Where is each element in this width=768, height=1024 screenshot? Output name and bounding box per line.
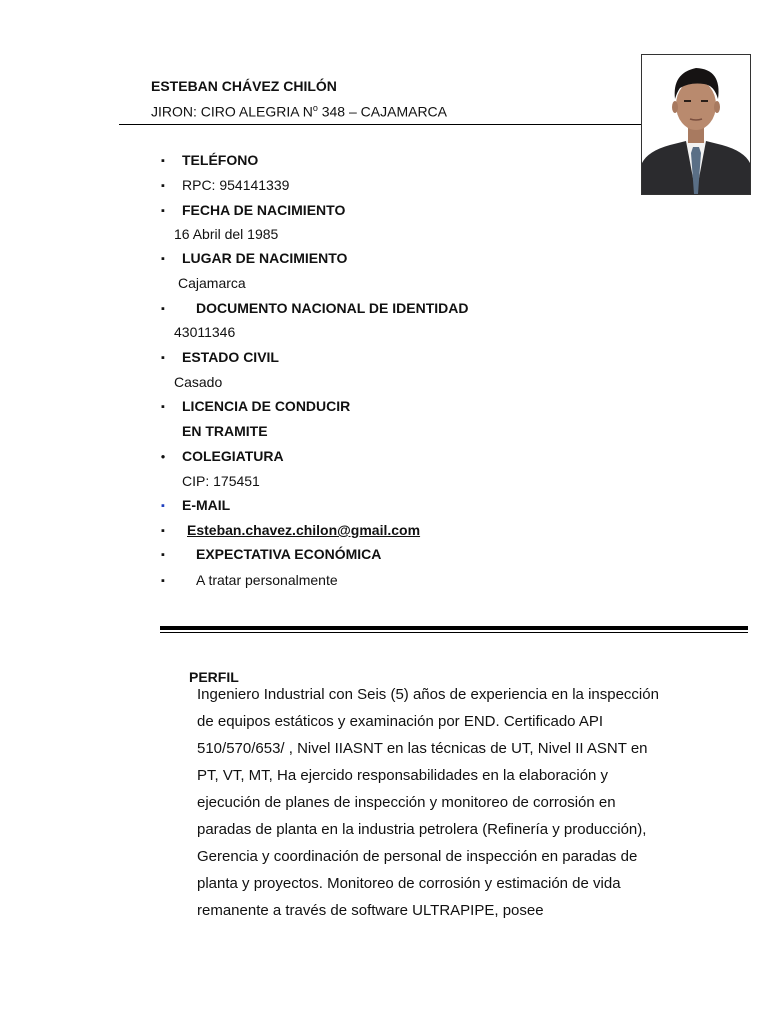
lugar-nacimiento-value: Cajamarca <box>178 275 246 291</box>
perfil-line: paradas de planta en la industria petrolera (Refinería y producción), <box>197 821 647 838</box>
address-suffix: 348 – CAJAMARCA <box>317 103 448 120</box>
email-label: E-MAIL <box>182 497 231 513</box>
estado-civil-label: ESTADO CIVIL <box>182 349 279 365</box>
telefono-value: RPC: 954141339 <box>182 177 290 193</box>
expectativa-label: EXPECTATIVA ECONÓMICA <box>196 546 382 562</box>
bullet-marker <box>159 156 167 167</box>
estado-civil-value: Casado <box>174 374 223 390</box>
fecha-nacimiento-value: 16 Abril del 1985 <box>174 226 279 242</box>
fecha-nacimiento-label: FECHA DE NACIMIENTO <box>182 202 346 218</box>
bullet-marker <box>159 526 167 537</box>
perfil-heading: PERFIL <box>189 669 239 685</box>
header-rule <box>119 124 642 125</box>
email-link[interactable]: Esteban.chavez.chilon@gmail.com <box>187 522 421 538</box>
bullet-marker <box>159 576 167 587</box>
bullet-marker <box>159 353 167 364</box>
perfil-line: remanente a través de software ULTRAPIPE, posee <box>197 902 544 919</box>
bullet-marker <box>159 550 167 561</box>
candidate-address <box>151 103 447 120</box>
licencia-value: EN TRAMITE <box>182 423 268 439</box>
perfil-line: planta y proyectos. Monitoreo de corrosión y estimación de vida <box>197 875 621 892</box>
section-divider-thin <box>160 632 748 633</box>
bullet-marker <box>159 402 167 413</box>
dni-value: 43011346 <box>174 324 236 340</box>
perfil-line: ejecución de planes de inspección y monitoreo de corrosión en <box>197 794 616 811</box>
perfil-line: de equipos estáticos y examinación por END. Certificado API <box>197 713 604 730</box>
profile-photo <box>641 54 751 195</box>
perfil-line: 510/570/653/ , Nivel IIASNT en las técnicas de UT, Nivel II ASNT en <box>197 740 648 757</box>
dni-label: DOCUMENTO NACIONAL DE IDENTIDAD <box>196 300 469 316</box>
bullet-marker <box>159 254 167 265</box>
perfil-line: Ingeniero Industrial con Seis (5) años de experiencia en la inspección <box>197 686 659 703</box>
telefono-label: TELÉFONO <box>182 152 259 168</box>
address-prefix: JIRON: CIRO ALEGRIA N <box>151 103 313 120</box>
bullet-marker <box>159 181 167 192</box>
section-divider-thick <box>160 626 748 630</box>
bullet-marker <box>159 304 167 315</box>
licencia-label: LICENCIA DE CONDUCIR <box>182 398 351 414</box>
candidate-name: ESTEBAN CHÁVEZ CHILÓN <box>151 78 337 94</box>
colegiatura-label: COLEGIATURA <box>182 448 284 464</box>
lugar-nacimiento-label: LUGAR DE NACIMIENTO <box>182 250 348 266</box>
bullet-marker <box>159 452 167 462</box>
colegiatura-value: CIP: 175451 <box>182 473 260 489</box>
bullet-marker <box>159 501 167 512</box>
bullet-marker <box>159 206 167 217</box>
perfil-line: Gerencia y coordinación de personal de inspección en paradas de <box>197 848 638 865</box>
portrait-image <box>642 55 750 194</box>
perfil-line: PT, VT, MT, Ha ejercido responsabilidades en la elaboración y <box>197 767 609 784</box>
expectativa-value: A tratar personalmente <box>196 572 338 588</box>
address-number-sign: o <box>312 103 318 113</box>
